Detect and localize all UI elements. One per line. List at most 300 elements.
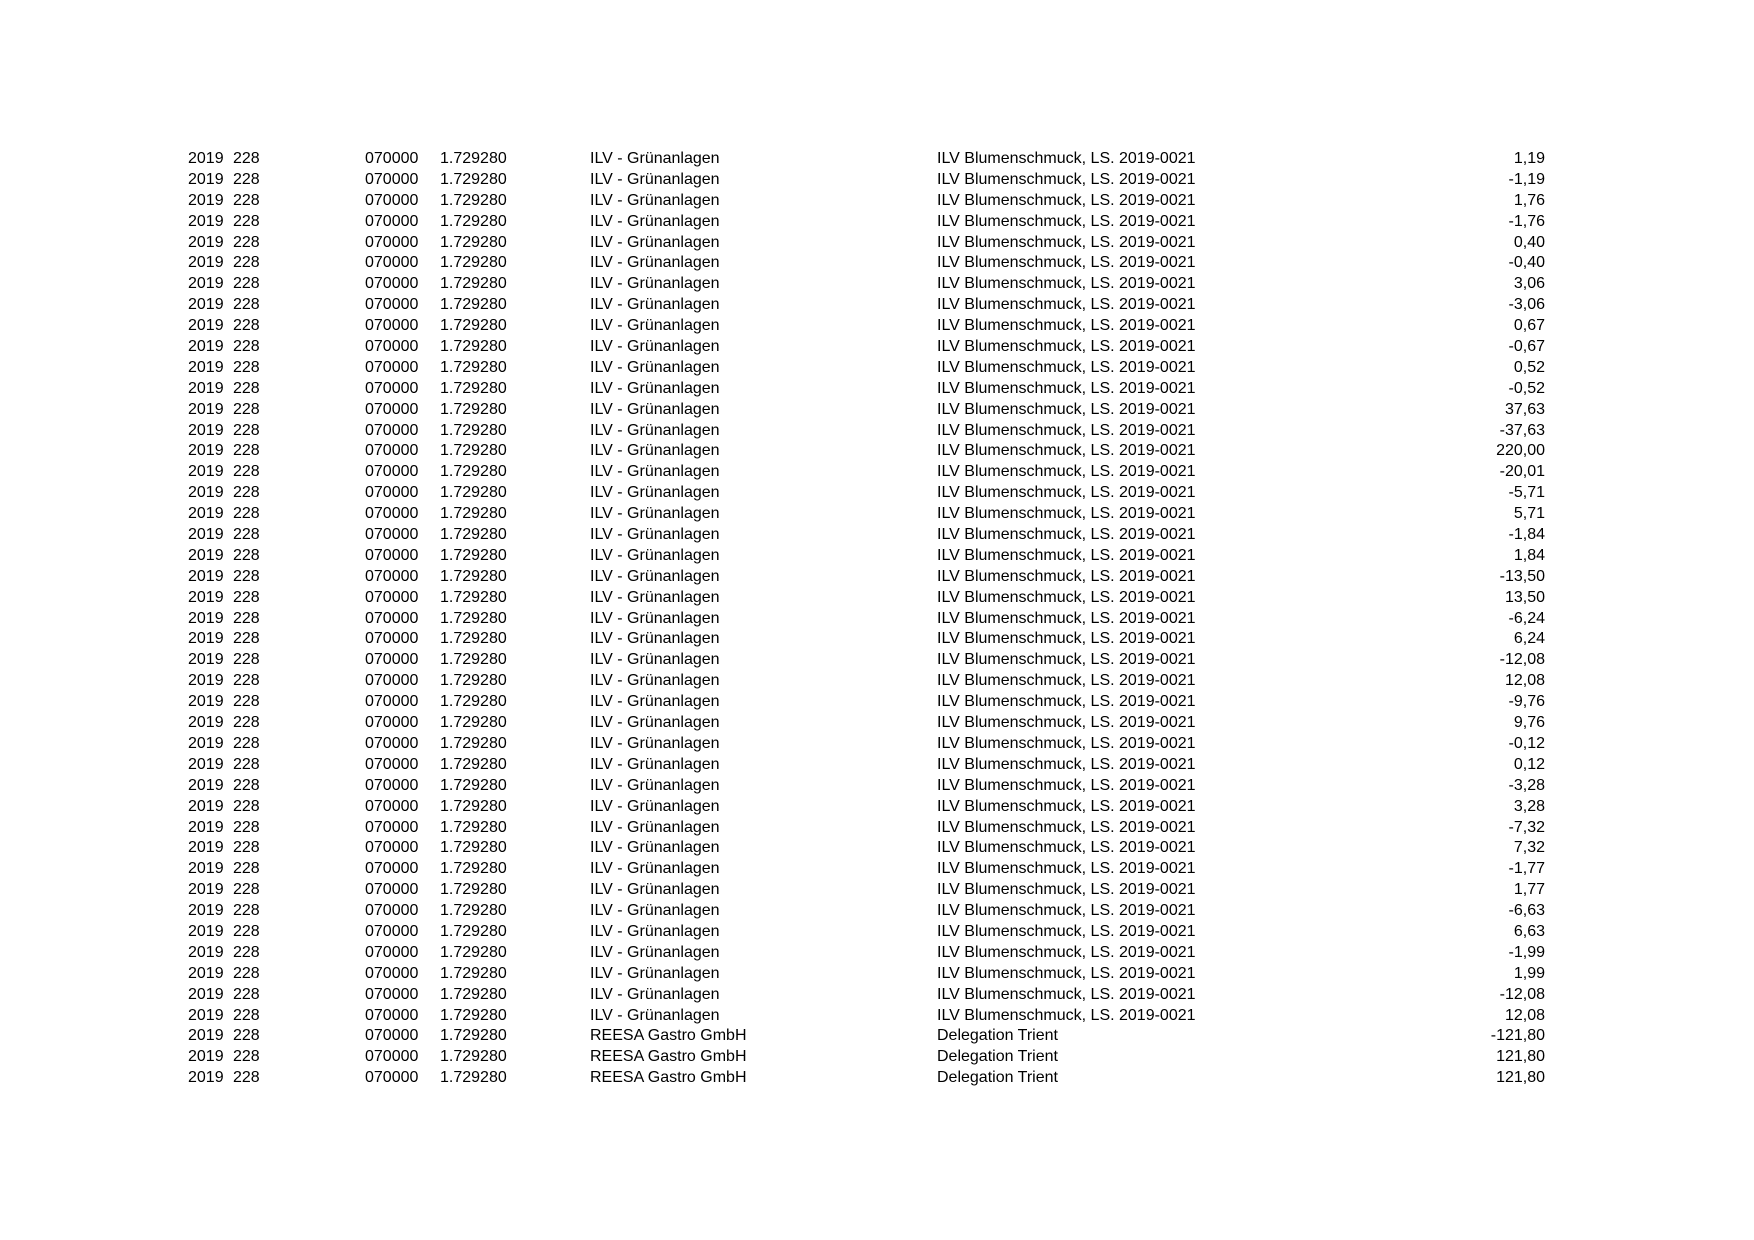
year-cell: 2019: [188, 693, 224, 711]
description-cell: ILV Blumenschmuck, LS. 2019-0021: [937, 755, 1196, 773]
table-row: [0, 337, 1754, 358]
description-cell: ILV Blumenschmuck, LS. 2019-0021: [937, 150, 1196, 167]
account-cell: 1.729280: [440, 985, 507, 1003]
table-row: [0, 525, 1754, 546]
number-cell: 228: [233, 714, 260, 732]
account-cell: 1.729280: [440, 943, 507, 961]
amount-cell: 121,80: [1496, 1048, 1545, 1066]
table-row: [0, 713, 1754, 734]
cost-center-cell: 070000: [365, 714, 419, 732]
name-cell: ILV - Grünanlagen: [590, 672, 720, 690]
year-cell: 2019: [188, 985, 224, 1003]
amount-cell: 6,24: [1513, 630, 1545, 648]
amount-cell: 37,63: [1504, 400, 1545, 418]
cost-center-cell: 070000: [365, 902, 419, 920]
year-cell: 2019: [188, 860, 224, 878]
account-cell: 1.729280: [440, 797, 507, 815]
amount-cell: -12,08: [1499, 985, 1545, 1003]
year-cell: 2019: [188, 922, 224, 940]
year-cell: 2019: [188, 379, 224, 397]
table-row: [0, 901, 1754, 922]
name-cell: ILV - Grünanlagen: [590, 400, 720, 418]
description-cell: ILV Blumenschmuck, LS. 2019-0021: [937, 902, 1196, 920]
cost-center-cell: 070000: [365, 943, 419, 961]
description-cell: ILV Blumenschmuck, LS. 2019-0021: [937, 212, 1196, 230]
cost-center-cell: 070000: [365, 421, 419, 439]
table-row: [0, 546, 1754, 567]
number-cell: 228: [233, 797, 260, 815]
account-cell: 1.729280: [440, 379, 507, 397]
cost-center-cell: 070000: [365, 860, 419, 878]
account-cell: 1.729280: [440, 693, 507, 711]
amount-cell: 1,99: [1513, 964, 1545, 982]
name-cell: ILV - Grünanlagen: [590, 358, 720, 376]
description-cell: ILV Blumenschmuck, LS. 2019-0021: [937, 964, 1196, 982]
name-cell: ILV - Grünanlagen: [590, 755, 720, 773]
name-cell: ILV - Grünanlagen: [590, 902, 720, 920]
name-cell: ILV - Grünanlagen: [590, 881, 720, 899]
description-cell: ILV Blumenschmuck, LS. 2019-0021: [937, 630, 1196, 648]
cost-center-cell: 070000: [365, 964, 419, 982]
description-cell: ILV Blumenschmuck, LS. 2019-0021: [937, 400, 1196, 418]
name-cell: ILV - Grünanlagen: [590, 922, 720, 940]
name-cell: ILV - Grünanlagen: [590, 338, 720, 356]
cost-center-cell: 070000: [365, 170, 419, 188]
amount-cell: -1,76: [1508, 212, 1545, 230]
table-row: [0, 316, 1754, 337]
name-cell: ILV - Grünanlagen: [590, 170, 720, 188]
description-cell: ILV Blumenschmuck, LS. 2019-0021: [937, 818, 1196, 836]
year-cell: 2019: [188, 630, 224, 648]
number-cell: 228: [233, 839, 260, 857]
table-row: [0, 755, 1754, 776]
table-row: [0, 629, 1754, 650]
account-cell: 1.729280: [440, 567, 507, 585]
year-cell: 2019: [188, 567, 224, 585]
description-cell: Delegation Trient: [937, 1027, 1058, 1045]
year-cell: 2019: [188, 943, 224, 961]
account-cell: 1.729280: [440, 672, 507, 690]
account-cell: 1.729280: [440, 964, 507, 982]
table-row: [0, 253, 1754, 274]
table-row: [0, 170, 1754, 191]
account-cell: 1.729280: [440, 150, 507, 167]
amount-cell: -7,32: [1508, 818, 1545, 836]
number-cell: 228: [233, 755, 260, 773]
number-cell: 228: [233, 1027, 260, 1045]
cost-center-cell: 070000: [365, 275, 419, 293]
cost-center-cell: 070000: [365, 191, 419, 209]
description-cell: ILV Blumenschmuck, LS. 2019-0021: [937, 463, 1196, 481]
number-cell: 228: [233, 985, 260, 1003]
number-cell: 228: [233, 233, 260, 251]
name-cell: ILV - Grünanlagen: [590, 1006, 720, 1024]
number-cell: 228: [233, 734, 260, 752]
table-row: [0, 421, 1754, 442]
name-cell: ILV - Grünanlagen: [590, 776, 720, 794]
description-cell: Delegation Trient: [937, 1048, 1058, 1066]
description-cell: ILV Blumenschmuck, LS. 2019-0021: [937, 338, 1196, 356]
account-cell: 1.729280: [440, 421, 507, 439]
number-cell: 228: [233, 463, 260, 481]
amount-cell: -3,28: [1508, 776, 1545, 794]
account-cell: 1.729280: [440, 296, 507, 314]
description-cell: ILV Blumenschmuck, LS. 2019-0021: [937, 714, 1196, 732]
description-cell: ILV Blumenschmuck, LS. 2019-0021: [937, 191, 1196, 209]
year-cell: 2019: [188, 296, 224, 314]
description-cell: ILV Blumenschmuck, LS. 2019-0021: [937, 881, 1196, 899]
account-cell: 1.729280: [440, 400, 507, 418]
number-cell: 228: [233, 254, 260, 272]
cost-center-cell: 070000: [365, 797, 419, 815]
number-cell: 228: [233, 693, 260, 711]
cost-center-cell: 070000: [365, 567, 419, 585]
account-cell: 1.729280: [440, 338, 507, 356]
number-cell: 228: [233, 400, 260, 418]
amount-cell: 12,08: [1504, 672, 1545, 690]
table-row: [0, 462, 1754, 483]
description-cell: ILV Blumenschmuck, LS. 2019-0021: [937, 317, 1196, 335]
description-cell: ILV Blumenschmuck, LS. 2019-0021: [937, 233, 1196, 251]
cost-center-cell: 070000: [365, 818, 419, 836]
account-cell: 1.729280: [440, 505, 507, 523]
amount-cell: -0,12: [1508, 734, 1545, 752]
amount-cell: -20,01: [1499, 463, 1545, 481]
number-cell: 228: [233, 609, 260, 627]
year-cell: 2019: [188, 1027, 224, 1045]
year-cell: 2019: [188, 421, 224, 439]
year-cell: 2019: [188, 755, 224, 773]
number-cell: 228: [233, 170, 260, 188]
name-cell: ILV - Grünanlagen: [590, 484, 720, 502]
name-cell: ILV - Grünanlagen: [590, 567, 720, 585]
table-row: [0, 985, 1754, 1006]
account-cell: 1.729280: [440, 588, 507, 606]
amount-cell: -6,24: [1508, 609, 1545, 627]
account-cell: 1.729280: [440, 254, 507, 272]
amount-cell: 0,52: [1513, 358, 1545, 376]
name-cell: ILV - Grünanlagen: [590, 212, 720, 230]
name-cell: REESA Gastro GmbH: [590, 1069, 747, 1087]
name-cell: ILV - Grünanlagen: [590, 693, 720, 711]
table-row: [0, 379, 1754, 400]
table-row: [0, 274, 1754, 295]
number-cell: 228: [233, 881, 260, 899]
number-cell: 228: [233, 421, 260, 439]
amount-cell: 1,19: [1513, 150, 1545, 167]
number-cell: 228: [233, 317, 260, 335]
account-cell: 1.729280: [440, 902, 507, 920]
description-cell: ILV Blumenschmuck, LS. 2019-0021: [937, 546, 1196, 564]
number-cell: 228: [233, 191, 260, 209]
description-cell: ILV Blumenschmuck, LS. 2019-0021: [937, 839, 1196, 857]
cost-center-cell: 070000: [365, 212, 419, 230]
number-cell: 228: [233, 567, 260, 585]
description-cell: ILV Blumenschmuck, LS. 2019-0021: [937, 609, 1196, 627]
number-cell: 228: [233, 150, 260, 167]
table-row: [0, 567, 1754, 588]
table-row: [0, 734, 1754, 755]
table-row: [0, 1047, 1754, 1068]
year-cell: 2019: [188, 400, 224, 418]
year-cell: 2019: [188, 338, 224, 356]
name-cell: ILV - Grünanlagen: [590, 463, 720, 481]
table-row: [0, 1068, 1754, 1089]
table-row: [0, 1006, 1754, 1027]
description-cell: ILV Blumenschmuck, LS. 2019-0021: [937, 1006, 1196, 1024]
name-cell: ILV - Grünanlagen: [590, 191, 720, 209]
name-cell: ILV - Grünanlagen: [590, 588, 720, 606]
amount-cell: 3,28: [1513, 797, 1545, 815]
table-row: [0, 588, 1754, 609]
cost-center-cell: 070000: [365, 338, 419, 356]
account-cell: 1.729280: [440, 734, 507, 752]
account-cell: 1.729280: [440, 233, 507, 251]
cost-center-cell: 070000: [365, 1069, 419, 1087]
year-cell: 2019: [188, 672, 224, 690]
amount-cell: 0,40: [1513, 233, 1545, 251]
account-cell: 1.729280: [440, 463, 507, 481]
year-cell: 2019: [188, 1069, 224, 1087]
cost-center-cell: 070000: [365, 400, 419, 418]
year-cell: 2019: [188, 651, 224, 669]
table-row: [0, 609, 1754, 630]
description-cell: ILV Blumenschmuck, LS. 2019-0021: [937, 776, 1196, 794]
name-cell: ILV - Grünanlagen: [590, 860, 720, 878]
description-cell: ILV Blumenschmuck, LS. 2019-0021: [937, 693, 1196, 711]
table-row: [0, 441, 1754, 462]
number-cell: 228: [233, 484, 260, 502]
number-cell: 228: [233, 338, 260, 356]
account-cell: 1.729280: [440, 484, 507, 502]
description-cell: ILV Blumenschmuck, LS. 2019-0021: [937, 421, 1196, 439]
table-row: [0, 233, 1754, 254]
account-cell: 1.729280: [440, 1027, 507, 1045]
amount-cell: -9,76: [1508, 693, 1545, 711]
name-cell: ILV - Grünanlagen: [590, 714, 720, 732]
account-cell: 1.729280: [440, 1048, 507, 1066]
amount-cell: 6,63: [1513, 922, 1545, 940]
account-cell: 1.729280: [440, 442, 507, 460]
table-row: [0, 964, 1754, 985]
description-cell: ILV Blumenschmuck, LS. 2019-0021: [937, 442, 1196, 460]
table-row: [0, 295, 1754, 316]
table-row: [0, 776, 1754, 797]
name-cell: ILV - Grünanlagen: [590, 296, 720, 314]
account-cell: 1.729280: [440, 776, 507, 794]
description-cell: ILV Blumenschmuck, LS. 2019-0021: [937, 505, 1196, 523]
description-cell: ILV Blumenschmuck, LS. 2019-0021: [937, 379, 1196, 397]
year-cell: 2019: [188, 191, 224, 209]
year-cell: 2019: [188, 964, 224, 982]
cost-center-cell: 070000: [365, 150, 419, 167]
table-row: [0, 650, 1754, 671]
table-row: [0, 149, 1754, 170]
amount-cell: -12,08: [1499, 651, 1545, 669]
number-cell: 228: [233, 505, 260, 523]
cost-center-cell: 070000: [365, 630, 419, 648]
number-cell: 228: [233, 964, 260, 982]
table-row: [0, 880, 1754, 901]
number-cell: 228: [233, 818, 260, 836]
table-row: [0, 1026, 1754, 1047]
cost-center-cell: 070000: [365, 296, 419, 314]
year-cell: 2019: [188, 463, 224, 481]
cost-center-cell: 070000: [365, 484, 419, 502]
name-cell: ILV - Grünanlagen: [590, 317, 720, 335]
account-cell: 1.729280: [440, 317, 507, 335]
account-cell: 1.729280: [440, 212, 507, 230]
name-cell: REESA Gastro GmbH: [590, 1027, 747, 1045]
amount-cell: -1,77: [1508, 860, 1545, 878]
amount-cell: 9,76: [1513, 714, 1545, 732]
name-cell: ILV - Grünanlagen: [590, 442, 720, 460]
number-cell: 228: [233, 379, 260, 397]
account-cell: 1.729280: [440, 526, 507, 544]
name-cell: ILV - Grünanlagen: [590, 818, 720, 836]
number-cell: 228: [233, 860, 260, 878]
amount-cell: -121,80: [1490, 1027, 1545, 1045]
name-cell: ILV - Grünanlagen: [590, 839, 720, 857]
name-cell: ILV - Grünanlagen: [590, 651, 720, 669]
year-cell: 2019: [188, 1006, 224, 1024]
year-cell: 2019: [188, 609, 224, 627]
cost-center-cell: 070000: [365, 317, 419, 335]
amount-cell: 220,00: [1496, 442, 1545, 460]
amount-cell: -0,40: [1508, 254, 1545, 272]
table-row: [0, 943, 1754, 964]
account-cell: 1.729280: [440, 922, 507, 940]
amount-cell: 3,06: [1513, 275, 1545, 293]
number-cell: 228: [233, 275, 260, 293]
description-cell: ILV Blumenschmuck, LS. 2019-0021: [937, 358, 1196, 376]
year-cell: 2019: [188, 170, 224, 188]
table-row: [0, 838, 1754, 859]
description-cell: ILV Blumenschmuck, LS. 2019-0021: [937, 922, 1196, 940]
number-cell: 228: [233, 442, 260, 460]
account-cell: 1.729280: [440, 630, 507, 648]
name-cell: ILV - Grünanlagen: [590, 150, 720, 167]
ledger-table: [0, 149, 1754, 1089]
number-cell: 228: [233, 922, 260, 940]
cost-center-cell: 070000: [365, 505, 419, 523]
year-cell: 2019: [188, 212, 224, 230]
table-row: [0, 922, 1754, 943]
number-cell: 228: [233, 358, 260, 376]
year-cell: 2019: [188, 526, 224, 544]
description-cell: ILV Blumenschmuck, LS. 2019-0021: [937, 734, 1196, 752]
cost-center-cell: 070000: [365, 755, 419, 773]
number-cell: 228: [233, 588, 260, 606]
description-cell: ILV Blumenschmuck, LS. 2019-0021: [937, 588, 1196, 606]
year-cell: 2019: [188, 505, 224, 523]
description-cell: ILV Blumenschmuck, LS. 2019-0021: [937, 797, 1196, 815]
name-cell: ILV - Grünanlagen: [590, 797, 720, 815]
year-cell: 2019: [188, 150, 224, 167]
description-cell: ILV Blumenschmuck, LS. 2019-0021: [937, 985, 1196, 1003]
name-cell: ILV - Grünanlagen: [590, 526, 720, 544]
number-cell: 228: [233, 296, 260, 314]
account-cell: 1.729280: [440, 714, 507, 732]
account-cell: 1.729280: [440, 818, 507, 836]
cost-center-cell: 070000: [365, 985, 419, 1003]
name-cell: ILV - Grünanlagen: [590, 985, 720, 1003]
description-cell: ILV Blumenschmuck, LS. 2019-0021: [937, 943, 1196, 961]
number-cell: 228: [233, 902, 260, 920]
amount-cell: -5,71: [1508, 484, 1545, 502]
name-cell: ILV - Grünanlagen: [590, 630, 720, 648]
year-cell: 2019: [188, 442, 224, 460]
account-cell: 1.729280: [440, 651, 507, 669]
cost-center-cell: 070000: [365, 881, 419, 899]
number-cell: 228: [233, 1006, 260, 1024]
year-cell: 2019: [188, 275, 224, 293]
table-row: [0, 797, 1754, 818]
year-cell: 2019: [188, 1048, 224, 1066]
account-cell: 1.729280: [440, 881, 507, 899]
description-cell: ILV Blumenschmuck, LS. 2019-0021: [937, 526, 1196, 544]
amount-cell: -1,84: [1508, 526, 1545, 544]
amount-cell: 1,77: [1513, 881, 1545, 899]
year-cell: 2019: [188, 546, 224, 564]
cost-center-cell: 070000: [365, 546, 419, 564]
account-cell: 1.729280: [440, 546, 507, 564]
year-cell: 2019: [188, 233, 224, 251]
year-cell: 2019: [188, 484, 224, 502]
amount-cell: 13,50: [1504, 588, 1545, 606]
account-cell: 1.729280: [440, 860, 507, 878]
account-cell: 1.729280: [440, 358, 507, 376]
year-cell: 2019: [188, 317, 224, 335]
description-cell: ILV Blumenschmuck, LS. 2019-0021: [937, 567, 1196, 585]
account-cell: 1.729280: [440, 191, 507, 209]
table-row: [0, 859, 1754, 880]
cost-center-cell: 070000: [365, 233, 419, 251]
amount-cell: 0,12: [1513, 755, 1545, 773]
cost-center-cell: 070000: [365, 1006, 419, 1024]
description-cell: Delegation Trient: [937, 1069, 1058, 1087]
cost-center-cell: 070000: [365, 1027, 419, 1045]
cost-center-cell: 070000: [365, 379, 419, 397]
cost-center-cell: 070000: [365, 922, 419, 940]
amount-cell: 1,84: [1513, 546, 1545, 564]
description-cell: ILV Blumenschmuck, LS. 2019-0021: [937, 672, 1196, 690]
name-cell: ILV - Grünanlagen: [590, 275, 720, 293]
account-cell: 1.729280: [440, 1006, 507, 1024]
table-row: [0, 358, 1754, 379]
table-row: [0, 504, 1754, 525]
name-cell: ILV - Grünanlagen: [590, 546, 720, 564]
table-row: [0, 191, 1754, 212]
number-cell: 228: [233, 1048, 260, 1066]
number-cell: 228: [233, 546, 260, 564]
cost-center-cell: 070000: [365, 839, 419, 857]
description-cell: ILV Blumenschmuck, LS. 2019-0021: [937, 484, 1196, 502]
name-cell: ILV - Grünanlagen: [590, 964, 720, 982]
amount-cell: -6,63: [1508, 902, 1545, 920]
name-cell: ILV - Grünanlagen: [590, 734, 720, 752]
amount-cell: 12,08: [1504, 1006, 1545, 1024]
account-cell: 1.729280: [440, 1069, 507, 1087]
name-cell: ILV - Grünanlagen: [590, 254, 720, 272]
cost-center-cell: 070000: [365, 672, 419, 690]
cost-center-cell: 070000: [365, 526, 419, 544]
cost-center-cell: 070000: [365, 734, 419, 752]
year-cell: 2019: [188, 714, 224, 732]
description-cell: ILV Blumenschmuck, LS. 2019-0021: [937, 254, 1196, 272]
account-cell: 1.729280: [440, 839, 507, 857]
description-cell: ILV Blumenschmuck, LS. 2019-0021: [937, 860, 1196, 878]
